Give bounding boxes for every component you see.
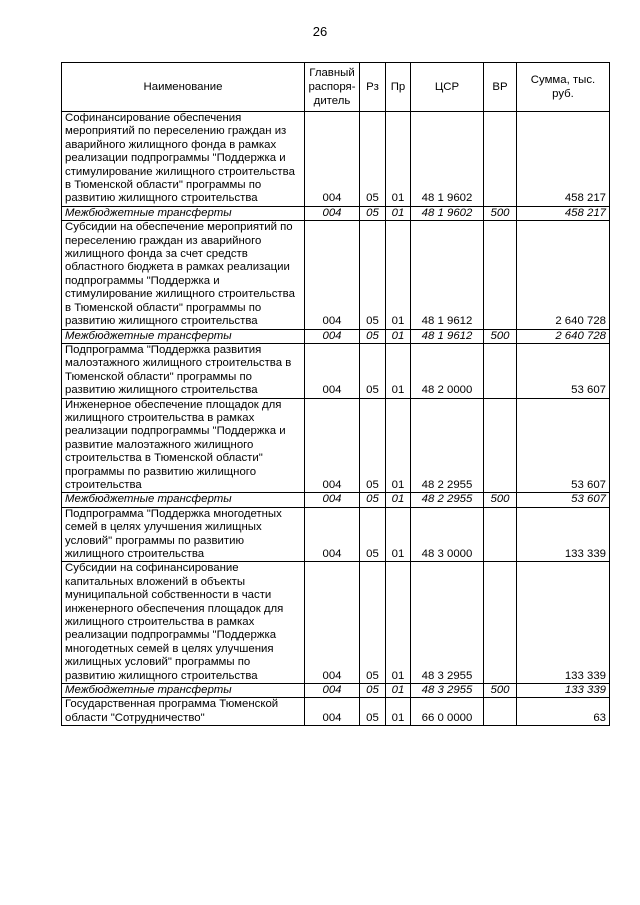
row-rz-cell: 05: [360, 398, 386, 493]
row-vr-cell: [484, 343, 517, 398]
row-vr-cell: [484, 112, 517, 207]
table-row: [62, 221, 610, 329]
row-rz-cell: 05: [360, 698, 386, 726]
row-rz-cell: 05: [360, 493, 386, 507]
row-name-cell: Софинансирование обеспечения мероприятий по переселению граждан из аварийного жилищного фонда в рамках реализации подпрограммы "Поддержка и стимулирование жилищного строительства в Тюменской области" программы по развитию жилищного строительства: [62, 112, 305, 207]
row-rz-cell: 05: [360, 343, 386, 398]
row-vr-cell: [484, 562, 517, 684]
table-row: [62, 507, 610, 562]
row-admin-cell: 004: [305, 221, 360, 329]
row-name-cell: Подпрограмма "Поддержка многодетных семей в целях улучшения жилищных условий" программы по развитию жилищного строительства: [62, 507, 305, 562]
page-number: 26: [312, 24, 328, 39]
row-pr-cell: 01: [386, 684, 411, 698]
table-header-row: [62, 63, 610, 112]
header-sum: Сумма, тыс. руб.: [517, 63, 610, 112]
row-csr-cell: 48 3 2955: [411, 684, 484, 698]
row-vr-cell: [484, 698, 517, 726]
row-admin-cell: 004: [305, 112, 360, 207]
row-rz-cell: 05: [360, 221, 386, 329]
table-row: [62, 329, 610, 343]
row-sum-cell: 133 339: [517, 562, 610, 684]
row-pr-cell: 01: [386, 221, 411, 329]
row-sum-cell: 2 640 728: [517, 221, 610, 329]
row-pr-cell: 01: [386, 507, 411, 562]
row-name-cell: Подпрограмма "Поддержка развития малоэтажного жилищного строительства в Тюменской области" программы по развитию жилищного строительства: [62, 343, 305, 398]
row-admin-cell: 004: [305, 343, 360, 398]
row-rz-cell: 05: [360, 112, 386, 207]
row-admin-cell: 004: [305, 562, 360, 684]
row-admin-cell: 004: [305, 398, 360, 493]
header-name: Наименование: [62, 63, 305, 112]
row-rz-cell: 05: [360, 206, 386, 220]
row-sum-cell: 458 217: [517, 112, 610, 207]
header-pr: Пр: [386, 63, 411, 112]
row-admin-cell: 004: [305, 684, 360, 698]
row-sum-cell: 2 640 728: [517, 329, 610, 343]
table-row: [62, 112, 610, 207]
header-admin: Главный распоря-дитель: [305, 63, 360, 112]
row-name-cell: Инженерное обеспечение площадок для жилищного строительства в рамках реализации подпрограммы "Поддержка и развитие малоэтажного жилищного строительства в Тюменской области" программы по развитию жилищного строительства: [62, 398, 305, 493]
row-sum-cell: 63: [517, 698, 610, 726]
header-rz: Рз: [360, 63, 386, 112]
row-name-cell: Межбюджетные трансферты: [62, 206, 305, 220]
row-sum-cell: 53 607: [517, 343, 610, 398]
row-vr-cell: [484, 398, 517, 493]
row-csr-cell: 66 0 0000: [411, 698, 484, 726]
row-name-cell: Субсидии на обеспечение мероприятий по переселению граждан из аварийного жилищного фонда за счет средств областного бюджета в рамках реализации подпрограммы "Поддержка и стимулирование жилищного строительства в Тюменской области" программы по развитию жилищного строительства: [62, 221, 305, 329]
row-name-cell: Межбюджетные трансферты: [62, 684, 305, 698]
row-vr-cell: 500: [484, 684, 517, 698]
row-csr-cell: 48 1 9602: [411, 206, 484, 220]
table-row: [62, 562, 610, 684]
row-admin-cell: 004: [305, 206, 360, 220]
row-name-cell: Межбюджетные трансферты: [62, 493, 305, 507]
row-admin-cell: 004: [305, 329, 360, 343]
row-csr-cell: 48 2 0000: [411, 343, 484, 398]
row-admin-cell: 004: [305, 507, 360, 562]
row-pr-cell: 01: [386, 343, 411, 398]
row-rz-cell: 05: [360, 507, 386, 562]
row-pr-cell: 01: [386, 206, 411, 220]
row-sum-cell: 133 339: [517, 684, 610, 698]
row-rz-cell: 05: [360, 684, 386, 698]
row-pr-cell: 01: [386, 562, 411, 684]
row-sum-cell: 458 217: [517, 206, 610, 220]
row-vr-cell: 500: [484, 206, 517, 220]
row-rz-cell: 05: [360, 562, 386, 684]
header-csr: ЦСР: [411, 63, 484, 112]
budget-table: [61, 62, 610, 726]
row-pr-cell: 01: [386, 329, 411, 343]
table-row: [62, 684, 610, 698]
table-row: [62, 343, 610, 398]
row-name-cell: Государственная программа Тюменской области "Сотрудничество": [62, 698, 305, 726]
row-csr-cell: 48 3 0000: [411, 507, 484, 562]
row-vr-cell: [484, 221, 517, 329]
row-pr-cell: 01: [386, 398, 411, 493]
row-rz-cell: 05: [360, 329, 386, 343]
table-body: [62, 112, 610, 726]
row-sum-cell: 53 607: [517, 398, 610, 493]
table-row: [62, 698, 610, 726]
row-csr-cell: 48 1 9612: [411, 221, 484, 329]
row-admin-cell: 004: [305, 698, 360, 726]
row-name-cell: Межбюджетные трансферты: [62, 329, 305, 343]
row-vr-cell: 500: [484, 329, 517, 343]
row-admin-cell: 004: [305, 493, 360, 507]
row-csr-cell: 48 2 2955: [411, 493, 484, 507]
row-csr-cell: 48 3 2955: [411, 562, 484, 684]
row-csr-cell: 48 1 9602: [411, 112, 484, 207]
table-row: [62, 493, 610, 507]
table-row: [62, 206, 610, 220]
header-vr: ВР: [484, 63, 517, 112]
row-sum-cell: 53 607: [517, 493, 610, 507]
row-vr-cell: [484, 507, 517, 562]
row-pr-cell: 01: [386, 112, 411, 207]
row-pr-cell: 01: [386, 493, 411, 507]
row-pr-cell: 01: [386, 698, 411, 726]
row-csr-cell: 48 2 2955: [411, 398, 484, 493]
row-csr-cell: 48 1 9612: [411, 329, 484, 343]
row-vr-cell: 500: [484, 493, 517, 507]
row-name-cell: Субсидии на софинансирование капитальных вложений в объекты муниципальной собственности в части инженерного обеспечения площадок для жилищного строительства в рамках реализации подпрограммы "Поддержка многодетных семей в целях улучшения жилищных условий" программы по развитию жилищного строительства: [62, 562, 305, 684]
row-sum-cell: 133 339: [517, 507, 610, 562]
table-row: [62, 398, 610, 493]
